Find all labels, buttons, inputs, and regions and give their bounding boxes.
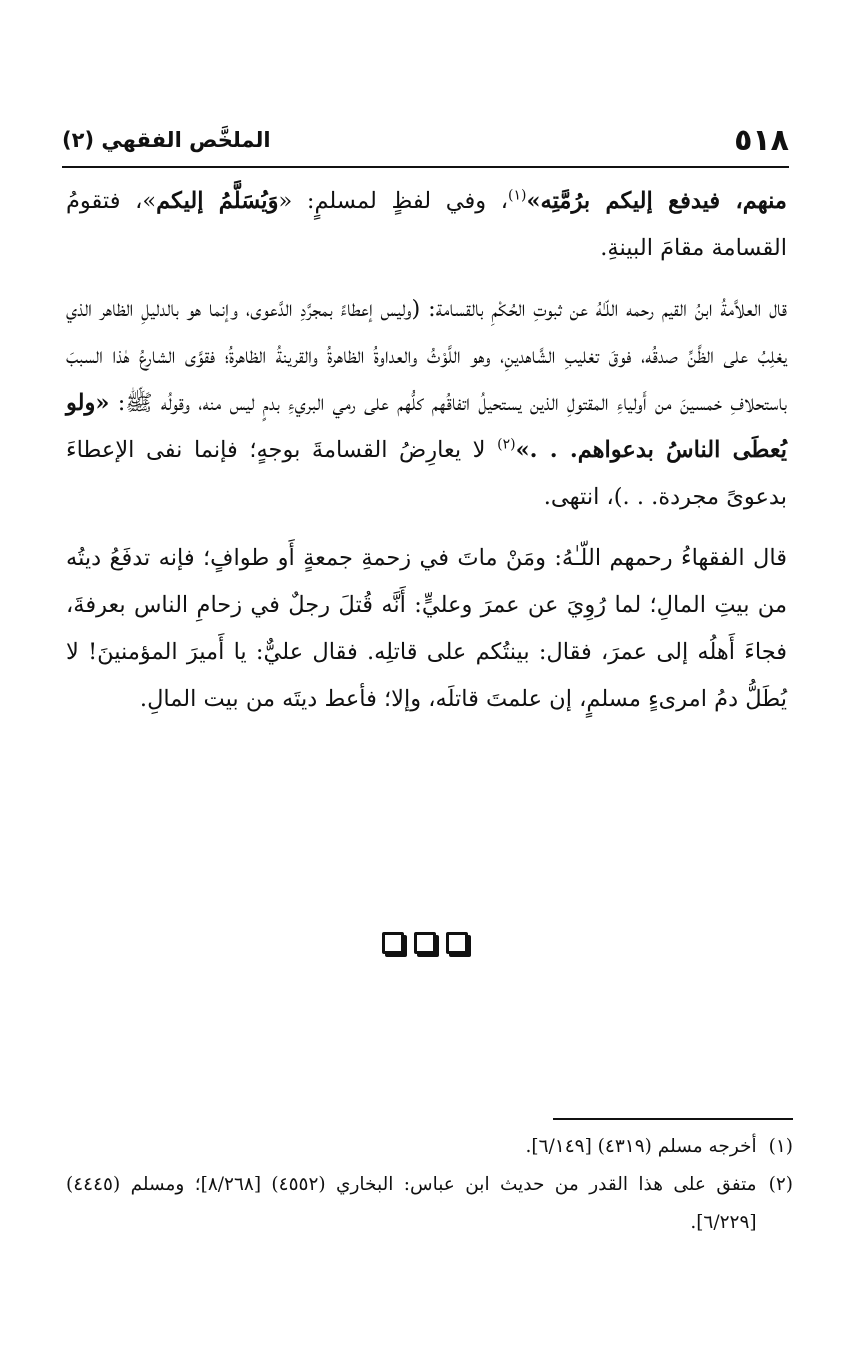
page-number: ٥١٨: [734, 122, 789, 158]
footnote-1: [66, 1128, 793, 1166]
square-icon: [414, 932, 436, 954]
footnote-text: متفق على هذا القدر من حديث ابن عباس: البخاري (٤٥٥٢) [٨/٢٦٨]؛ ومسلم (٤٤٤٥) [٦/٢٢٩].: [66, 1174, 757, 1233]
paragraph-1-text: ، وفي لفظٍ لمسلمٍ: «: [278, 188, 509, 214]
footnote-ref-2: (٢): [497, 436, 516, 453]
square-icon: [382, 932, 404, 954]
paragraph-3-text: قال الفقهاءُ رحمهم اللّـٰهُ: ومَنْ ماتَ في زحمةِ جمعةٍ أَو طوافٍ؛ فإنه تدفَعُ ديتُه من بيتِ المالِ؛ لما رُوِيَ عن عمرَ وعليٍّ: أَنَّه قُتلَ رجلٌ في زحامِ الناس بعرفةَ، فجاءَ أَهلُه إلى عمرَ، فقال: بينتُكم على قاتلِه. فقال عليٌّ: يا أَميرَ المؤمنينَ! لا يُطَلُّ دمُ امرىءٍ مسلمٍ، إن علمتَ قاتلَه، وإلا؛ فأعط ديتَه من بيت المالِ.: [66, 545, 787, 712]
footnote-text: أخرجه مسلم (٤٣١٩) [٦/١٤٩].: [525, 1136, 757, 1157]
footnote-number: (٢): [768, 1174, 793, 1195]
footnote-number: (١): [768, 1136, 793, 1157]
footnotes: [66, 1128, 793, 1242]
paragraph-3: [66, 535, 787, 723]
page-header: [62, 118, 789, 162]
main-text: [66, 178, 787, 723]
paragraph-2-end: لا يعارِضُ القسامةَ بوجهٍ؛ فإنما نفى الإعطاءَ بدعوىً مجردة. . .)، انتهى.: [66, 437, 787, 510]
header-rule: [62, 166, 789, 168]
paragraph-2: [66, 286, 787, 521]
square-icon: [446, 932, 468, 954]
paragraph-1-end: »، فتقومُ القسامة مقامَ البينةِ.: [66, 188, 787, 261]
hadith-quote-2: وَيُسَلَّمُ إليكم: [156, 188, 279, 214]
footnote-rule: [553, 1118, 793, 1120]
hadith-quote-3: «ولو يُعطَى الناسُ بدعواهم. . .»: [66, 390, 787, 463]
paragraph-1: [66, 178, 787, 272]
footnote-ref-1: (١): [508, 187, 527, 204]
section-separator: [0, 932, 849, 954]
paragraph-2-text: قال العلاَّمةُ ابنُ القيم رحمه اللّـٰهُ عن ثبوتِ الحُكْمِ بالقسامة: (وليس إعطاءً بمجرَّدِ الدَّعوى، وإنما هو بالدليلِ الظاهر الذي يغلِبُ على الظَّنِّ صدقُه، فوقَ تغليبِ الشَّاهدينِ، وهو اللَّوْثُ والعداوةُ الظاهرةُ والقرينةُ الظاهرةُ؛ فقوَّى الشارعُ هٰذا السببَ باستحلافِ خمسينَ من أَولياءِ المقتولِ الذين يستحيلُ اتفاقُهم كلُّهم على رمي البريءِ بدمٍ ليس منه، وقولُه ﷺ:: [66, 296, 787, 416]
footnote-2: [66, 1166, 793, 1242]
hadith-quote: منهم، فيدفع إليكم برُمَّتِه»: [526, 188, 787, 214]
running-title: الملخَّص الفقهي (٢): [62, 128, 271, 152]
